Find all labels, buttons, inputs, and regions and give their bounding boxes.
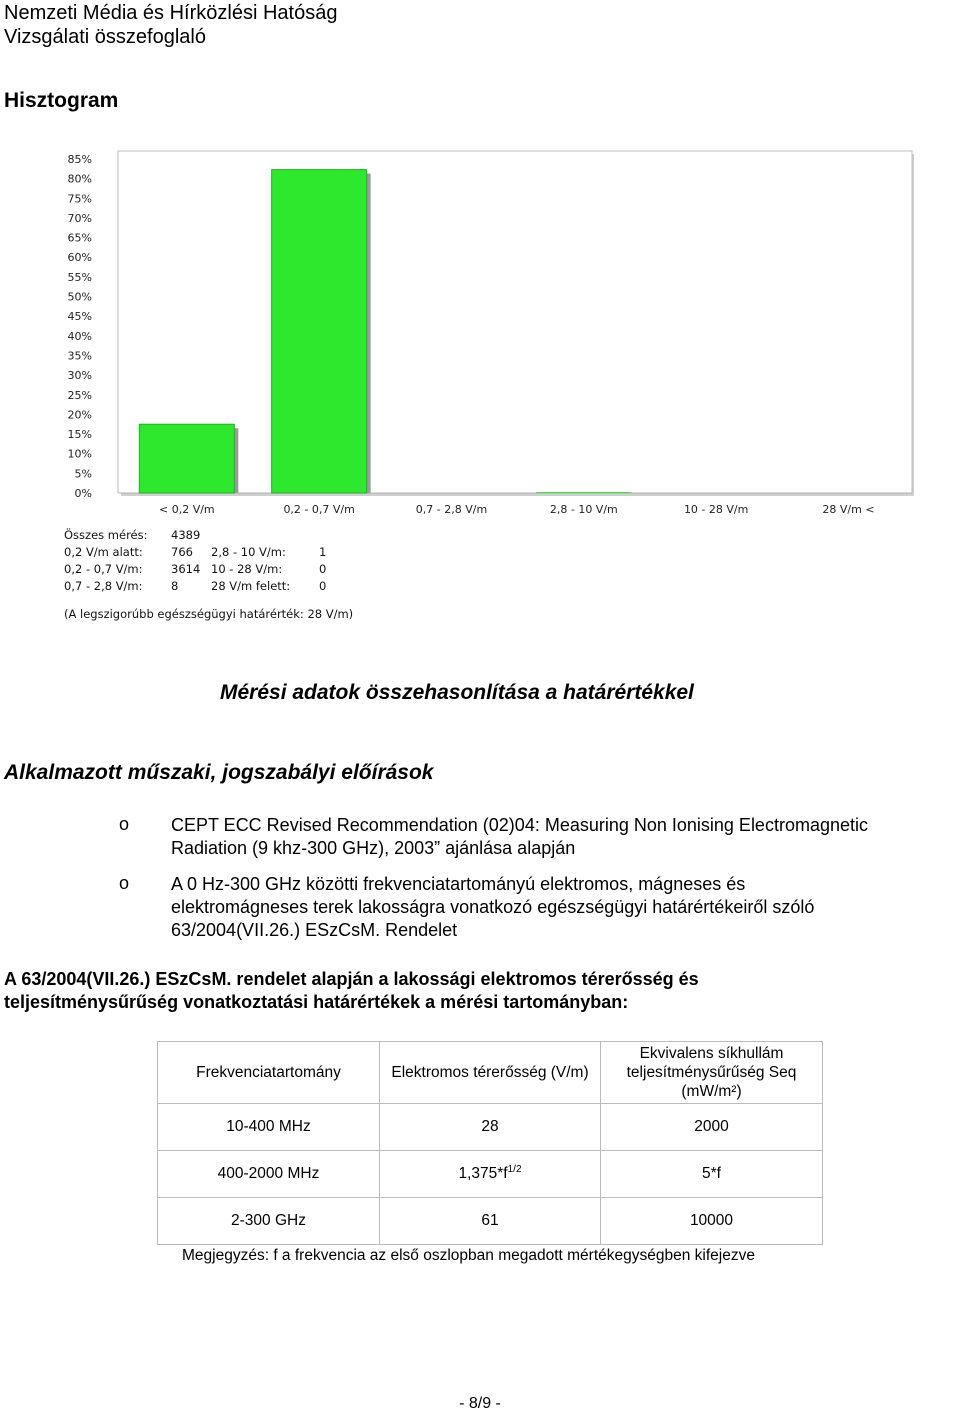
table-header: [601, 1042, 823, 1104]
table-cell: 61: [380, 1198, 601, 1245]
x-category-label: 2,8 - 10 V/m: [549, 503, 618, 516]
table-cell: 2-300 GHz: [158, 1198, 380, 1245]
page-number: - 8/9 -: [459, 1395, 501, 1412]
histogram-bar: [139, 424, 234, 493]
y-tick-label: 25%: [67, 388, 92, 402]
header-line: (mW/m²): [681, 1083, 742, 1100]
histogram-bar: [536, 492, 631, 493]
table-header: Frekvenciatartomány: [158, 1042, 380, 1104]
y-tick-label: 85%: [67, 153, 92, 166]
list-item-line: elektromágneses terek lakosságra vonatkozó egészségügyi határértékeiről szóló: [171, 897, 815, 917]
y-tick-label: 80%: [67, 172, 92, 186]
list-item-line: CEPT ECC Revised Recommendation (02)04: Measuring Non Ionising Electromagnetic: [171, 815, 868, 835]
table-cell: 10000: [601, 1198, 823, 1245]
summary-total-label: Összes mérés:: [64, 528, 148, 542]
y-tick-label: 40%: [67, 329, 92, 343]
x-category-label: 28 V/m <: [822, 503, 875, 516]
summary-label: 0,2 V/m alatt:: [64, 545, 143, 559]
y-tick-label: 0%: [74, 487, 92, 500]
y-tick-label: 55%: [67, 270, 92, 284]
y-tick-label: 65%: [67, 231, 92, 245]
histogram-title: Hisztogram: [4, 89, 119, 112]
list-item-line: A 0 Hz-300 GHz közötti frekvenciatartományú elektromos, mágneses és: [171, 874, 746, 894]
subsection-title: Alkalmazott műszaki, jogszabályi előírások: [4, 761, 434, 784]
formula-exponent: 1/2: [507, 1164, 522, 1176]
regulation-paragraph: [4, 968, 944, 1014]
summary-value: 8: [171, 579, 179, 593]
list-item: [171, 814, 956, 860]
x-category-label: 10 - 28 V/m: [683, 503, 749, 516]
summary-label: 28 V/m felett:: [211, 579, 291, 593]
x-category-label: 0,7 - 2,8 V/m: [415, 503, 488, 516]
list-item-line: 63/2004(VII.26.) ESzCsM. Rendelet: [171, 920, 458, 940]
section-title: Mérési adatok összehasonlítása a határértékkel: [220, 681, 694, 704]
y-tick-label: 60%: [67, 251, 92, 265]
table-row: [158, 1198, 823, 1245]
table-cell: [380, 1151, 601, 1198]
summary-value: 1: [319, 545, 327, 559]
formula-base: 1,375*f: [458, 1165, 508, 1183]
table-cell: 400-2000 MHz: [158, 1151, 380, 1198]
table-row: [158, 1151, 823, 1198]
summary-label: 0,7 - 2,8 V/m:: [64, 579, 143, 593]
y-tick-label: 5%: [74, 467, 92, 481]
summary-value: 0: [319, 579, 327, 593]
summary-note: (A legszigorúbb egészségügyi határérték: 28 V/m): [64, 607, 354, 621]
header-org: Nemzeti Média és Hírközlési Hatóság: [4, 2, 338, 24]
list-item-line: Radiation (9 khz-300 GHz), 2003” ajánlása alapján: [171, 838, 576, 858]
y-tick-label: 35%: [67, 349, 92, 363]
y-tick-label: 10%: [67, 447, 92, 461]
table-note: Megjegyzés: f a frekvencia az első oszlopban megadott mértékegységben kifejezve: [182, 1247, 755, 1264]
y-tick-label: 50%: [67, 290, 92, 304]
summary-total-value: 4389: [171, 528, 201, 542]
limits-table: [157, 1041, 823, 1245]
summary-label: 2,8 - 10 V/m:: [211, 545, 286, 559]
y-tick-label: 15%: [67, 428, 92, 442]
list-bullet: o: [119, 873, 130, 893]
y-tick-label: 70%: [67, 211, 92, 225]
table-cell: 28: [380, 1104, 601, 1151]
summary-label: 0,2 - 0,7 V/m:: [64, 562, 143, 576]
y-tick-label: 45%: [67, 310, 92, 324]
table-header-row: [158, 1042, 823, 1104]
x-category-label: < 0,2 V/m: [158, 503, 215, 516]
measurement-summary: [64, 528, 384, 628]
list-item: [171, 873, 956, 942]
paragraph-line: teljesítménysűrűség vonatkoztatási határértékek a mérési tartományban:: [4, 992, 629, 1012]
table-header: Elektromos térerősség (V/m): [380, 1042, 601, 1104]
summary-value: 3614: [171, 562, 201, 576]
histogram-bar: [272, 170, 367, 493]
table-cell: 10-400 MHz: [158, 1104, 380, 1151]
header-line: Ekvivalens síkhullám: [639, 1045, 784, 1062]
paragraph-line: A 63/2004(VII.26.) ESzCsM. rendelet alapján a lakossági elektromos térerősség és: [4, 969, 699, 989]
table-cell: 5*f: [601, 1151, 823, 1198]
y-tick-label: 20%: [67, 408, 92, 422]
summary-value: 0: [319, 562, 327, 576]
histogram-chart: [62, 148, 914, 523]
table-row: [158, 1104, 823, 1151]
y-tick-label: 30%: [67, 369, 92, 383]
table-cell: 2000: [601, 1104, 823, 1151]
list-bullet: o: [119, 814, 130, 834]
header-line: teljesítménysűrűség Seq: [626, 1064, 797, 1081]
x-category-label: 0,2 - 0,7 V/m: [283, 503, 355, 516]
summary-value: 766: [171, 545, 193, 559]
header-doc: Vizsgálati összefoglaló: [4, 26, 206, 48]
y-tick-label: 75%: [67, 192, 92, 206]
summary-label: 10 - 28 V/m:: [211, 562, 283, 576]
